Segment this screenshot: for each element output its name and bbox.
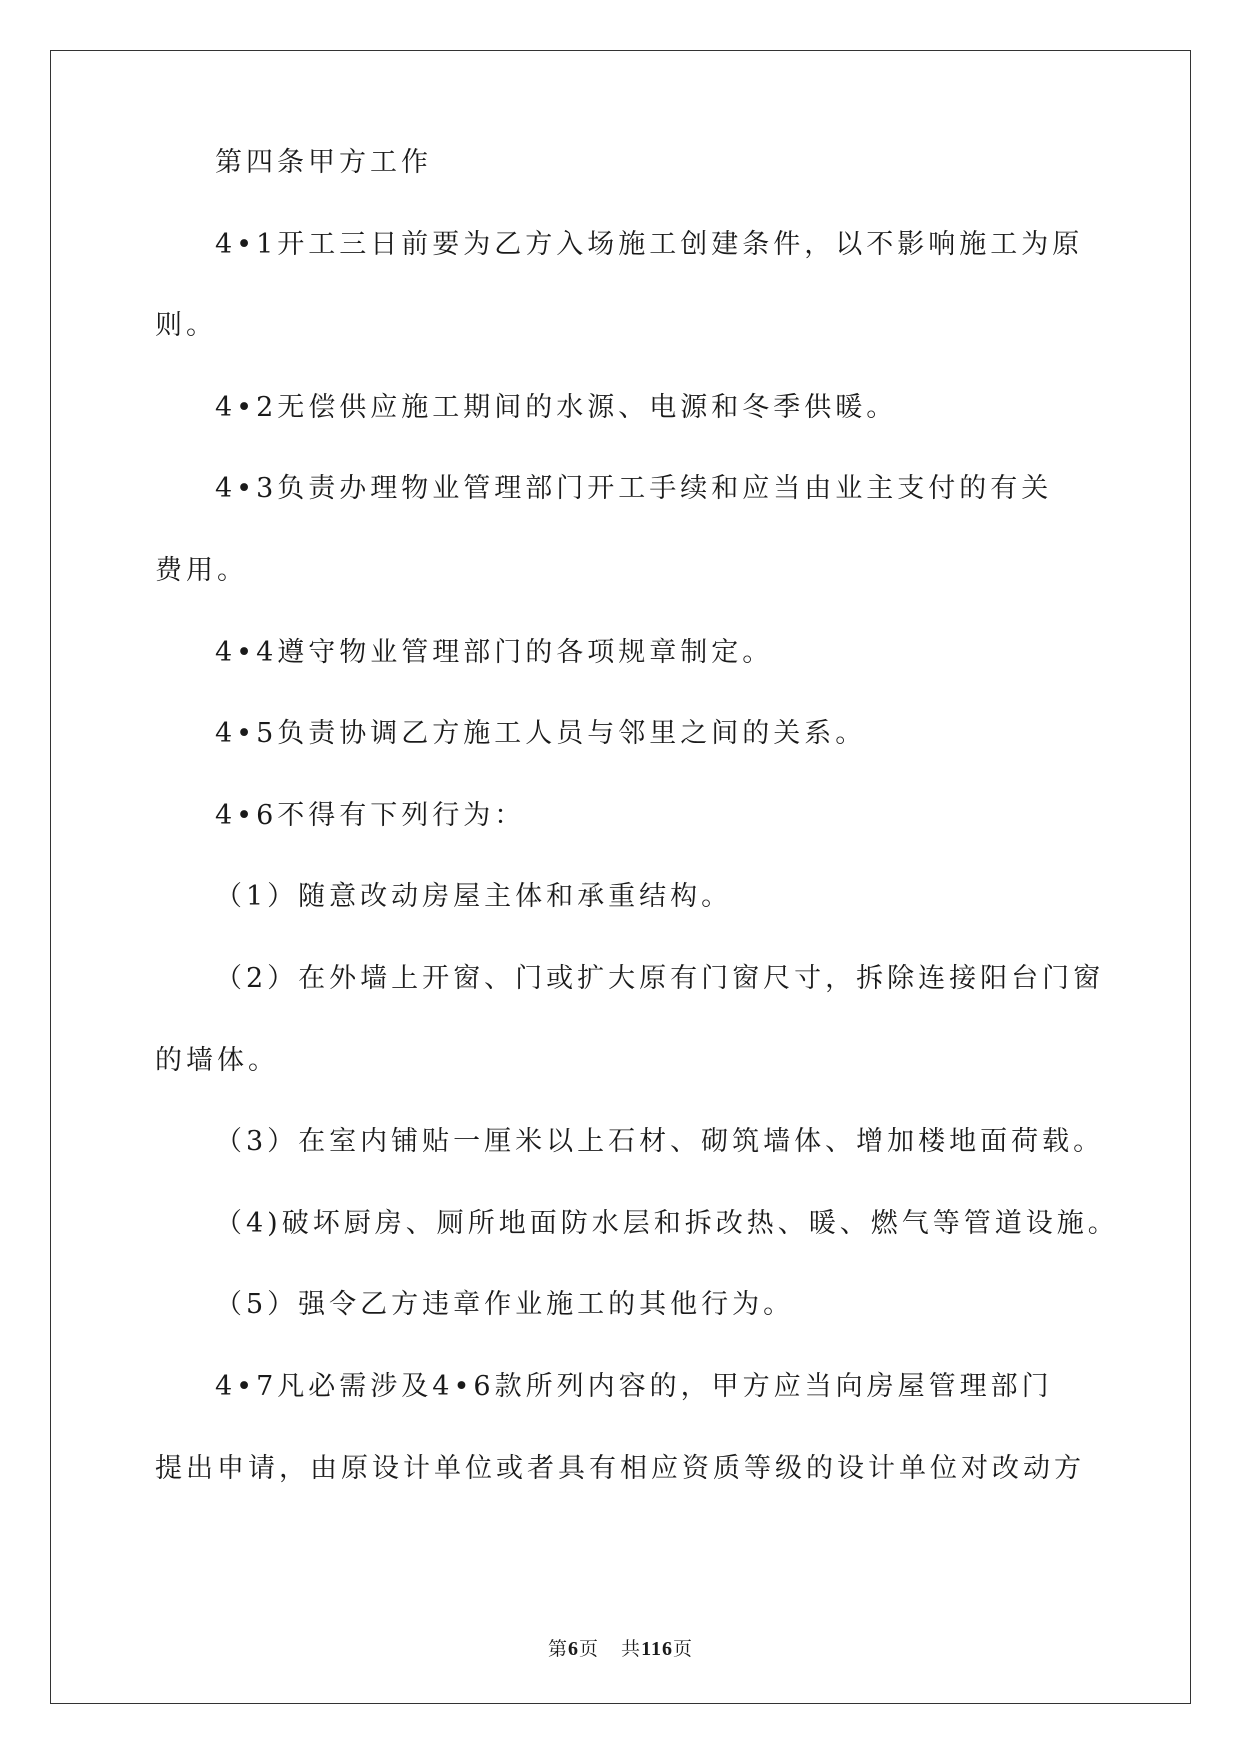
clause-4-4: 4•4遵守物业管理部门的各项规章制定。 [215, 636, 774, 668]
clause-4-3: 4•3负责办理物业管理部门开工手续和应当由业主支付的有关 [215, 473, 1053, 505]
total-prefix: 共 [621, 1638, 642, 1660]
page-footer [0, 1637, 1241, 1661]
clause-4-5: 4•5负责协调乙方施工人员与邻里之间的关系。 [215, 718, 867, 750]
item-3: （3）在室内铺贴一厘米以上石材、砌筑墙体、增加楼地面荷载。 [215, 1126, 1105, 1158]
page-suffix: 页 [579, 1638, 600, 1660]
clause-4-1: 4•1开工三日前要为乙方入场施工创建条件，以不影响施工为原 [215, 228, 1084, 260]
total-pages: 116 [641, 1638, 673, 1660]
item-2: （2）在外墙上开窗、门或扩大原有门窗尺寸，拆除连接阳台门窗 [215, 962, 1105, 994]
clause-4-1-continued: 则。 [155, 310, 217, 342]
item-5: （5）强令乙方违章作业施工的其他行为。 [215, 1289, 795, 1321]
clause-4-7: 4•7凡必需涉及4•6款所列内容的，甲方应当向房屋管理部门 [215, 1370, 1053, 1402]
clause-4-6: 4•6不得有下列行为： [215, 799, 526, 831]
item-2-continued: 的墙体。 [155, 1044, 279, 1076]
clause-4-3-continued: 费用。 [155, 554, 248, 586]
page-number: 6 [568, 1638, 580, 1660]
document-body [155, 147, 1119, 1535]
clause-4-7-continued: 提出申请，由原设计单位或者具有相应资质等级的设计单位对改动方 [155, 1452, 1085, 1484]
page-prefix: 第 [548, 1638, 569, 1660]
clause-4-2: 4•2无偿供应施工期间的水源、电源和冬季供暖。 [215, 391, 898, 423]
total-suffix: 页 [672, 1638, 693, 1660]
item-1: （1）随意改动房屋主体和承重结构。 [215, 881, 733, 913]
section-heading: 第四条甲方工作 [215, 147, 432, 178]
item-4: （4)破坏厨房、厕所地面防水层和拆改热、暖、燃气等管道设施。 [215, 1207, 1119, 1239]
